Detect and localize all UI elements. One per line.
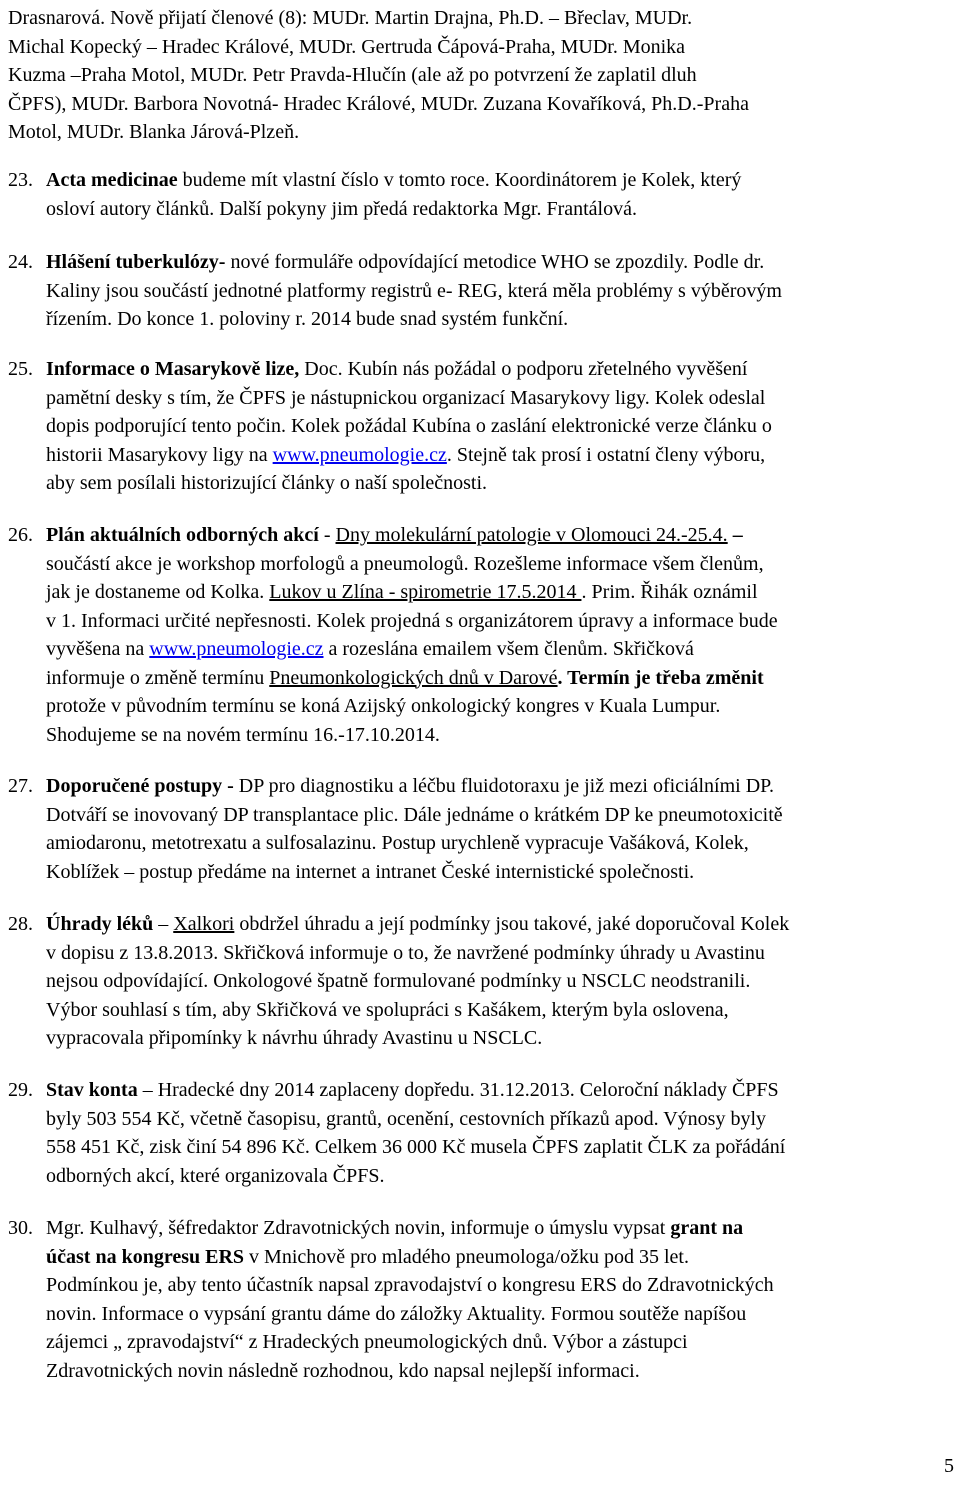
text-line: Dotváří se inovovaný DP transplantace plic. Dále jednáme o krátkém DP ke pneumotoxicitě xyxy=(46,803,783,826)
text-line: Shodujeme se na novém termínu 16.-17.10.2014. xyxy=(46,723,440,746)
pneumologie-link[interactable]: www.pneumologie.cz xyxy=(272,443,447,466)
text-segment: . Prim. Řihák oznámil xyxy=(581,581,758,603)
text-segment: historii Masarykovy ligy na xyxy=(46,443,273,466)
text-line: pamětní desky s tím, že ČPFS je nástupnickou organizací Masarykovy ligy. Kolek odeslal xyxy=(46,386,766,409)
text-line: amiodaronu, metotrexatu a sulfosalazinu. Postup urychleně vypracuje Vašáková, Kolek, xyxy=(46,832,749,854)
text-segment: – xyxy=(727,524,743,546)
text-line: zájemci „ zpravodajství“ z Hradeckých pneumologických dnů. Výbor a zástupci xyxy=(46,1331,688,1353)
item-number: 29. xyxy=(8,1079,33,1101)
text-line: Podmínkou je, aby tento účastník napsal zpravodajství o kongresu ERS do Zdravotnických xyxy=(46,1274,774,1296)
item-number: 28. xyxy=(8,913,33,935)
text-line: odborných akcí, které organizovala ČPFS. xyxy=(46,1164,385,1187)
text-line: v dopisu z 13.8.2013. Skřičková informuje o to, že navržené podmínky úhrady u Avastinu xyxy=(46,941,765,964)
text-segment: - xyxy=(318,524,336,546)
event-lukov: Lukov u Zlína - spirometrie 17.5.2014 xyxy=(269,581,582,603)
text-line: Drasnarová. Nově přijatí členové (8): MUDr. Martin Drajna, Ph.D. – Břeclav, MUDr. xyxy=(8,7,693,29)
text-line: byly 503 554 Kč, včetně časopisu, grantů, ocenění, cestovních příkazů apod. Výnosy byly xyxy=(46,1107,767,1130)
item-number: 27. xyxy=(8,775,33,797)
text-line: vypracovala připomínky k návrhu úhrady Avastinu u NSCLC. xyxy=(46,1027,543,1049)
text-segment: – Hradecké dny 2014 zaplaceny dopředu. 31.12.2013. Celoroční náklady ČPFS xyxy=(137,1079,779,1101)
text-line: ČPFS), MUDr. Barbora Novotná- Hradec Králové, MUDr. Zuzana Kovaříková, Ph.D.-Praha xyxy=(8,92,749,115)
text-line: protože v původním termínu se koná Azijský onkologický kongres v Kuala Lumpur. xyxy=(46,695,721,717)
text-line: Motol, MUDr. Blanka Járová-Plzeň. xyxy=(8,121,300,143)
text-line: řízením. Do konce 1. poloviny r. 2014 bude snad systém funkční. xyxy=(46,308,569,330)
text-segment: nové formuláře odpovídající metodice WHO se zpozdily. Podle dr. xyxy=(225,251,765,273)
text-segment: obdržel úhradu a její podmínky jsou takové, jaké doporučoval Kolek xyxy=(234,913,790,935)
text-line: Koblížek – postup předáme na internet a intranet České internistické společnosti. xyxy=(46,860,695,883)
drug-xalkori: Xalkori xyxy=(173,913,235,935)
item-heading: Acta medicinae xyxy=(46,169,178,191)
text-segment-bold: účast na kongresu ERS xyxy=(46,1245,245,1268)
text-segment: a rozeslána emailem všem členům. Skřičková xyxy=(323,638,694,660)
item-heading: Doporučené postupy - xyxy=(46,775,234,797)
item-number: 30. xyxy=(8,1217,33,1239)
item-heading: Úhrady léků xyxy=(46,913,154,935)
text-segment: informuje o změně termínu xyxy=(46,666,270,689)
text-line: Zdravotnických novin následně rozhodnou, kdo napsal nejlepší informaci. xyxy=(46,1359,640,1382)
item-number: 24. xyxy=(8,251,33,273)
text-line: osloví autory článků. Další pokyny jim předá redaktorka Mgr. Frantálová. xyxy=(46,197,637,220)
item-heading: Plán aktuálních odborných akcí xyxy=(46,524,319,546)
text-segment: v Mnichově pro mladého pneumologa/ožku pod 35 let. xyxy=(244,1245,689,1268)
text-segment-bold: grant na xyxy=(670,1217,744,1239)
text-segment: jak je dostaneme od Kolka. xyxy=(46,581,270,603)
pneumologie-link[interactable]: www.pneumologie.cz xyxy=(149,638,324,660)
text-segment: budeme mít vlastní číslo v tomto roce. Koordinátorem je Kolek, který xyxy=(177,169,742,191)
text-line: nejsou odpovídající. Onkologové špatně formulované podmínky u NSCLC neodstranili. xyxy=(46,970,751,992)
text-line: 558 451 Kč, zisk činí 54 896 Kč. Celkem 36 000 Kč musela ČPFS zaplatit ČLK za pořádání xyxy=(46,1136,786,1158)
text-line: novin. Informace o vypsání grantu dáme do záložky Aktuality. Formou soutěže napíšou xyxy=(46,1302,747,1325)
event-darova: Pneumonkologických dnů v Darové xyxy=(269,666,558,689)
text-segment: Doc. Kubín nás požádal o podporu zřetelného vyvěšení xyxy=(299,358,748,380)
text-line: v 1. Informaci určité nepřesnosti. Kolek projedná s organizátorem úpravy a informace bude xyxy=(46,609,778,632)
page-number: 5 xyxy=(944,1455,954,1477)
item-heading: Informace o Masarykově lize, xyxy=(46,358,300,380)
text-line: součástí akce je workshop morfologů a pneumologů. Rozešleme informace všem členům, xyxy=(46,552,764,575)
text-line: dopis podporující tento počin. Kolek požádal Kubína o zaslání elektronické verze článku o xyxy=(46,415,772,437)
new-members-paragraph xyxy=(8,4,956,147)
text-line: Michal Kopecký – Hradec Králové, MUDr. Gertruda Čápová-Praha, MUDr. Monika xyxy=(8,35,686,58)
text-line: Kuzma –Praha Motol, MUDr. Petr Pravda-Hlučín (ale až po potvrzení že zaplatil dluh xyxy=(8,64,697,86)
text-segment: . Stejně tak prosí i ostatní členy výboru, xyxy=(446,443,766,466)
item-number: 23. xyxy=(8,169,33,191)
item-number: 25. xyxy=(8,358,33,380)
text-line: aby sem posílali historizující články o naší společnosti. xyxy=(46,472,488,494)
text-segment: Mgr. Kulhavý, šéfredaktor Zdravotnických novin, informuje o úmyslu vypsat xyxy=(46,1217,671,1239)
text-segment: . Termín je třeba změnit xyxy=(557,666,764,689)
text-line: Výbor souhlasí s tím, aby Skřičková ve spolupráci s Kašákem, kterým byla oslovena, xyxy=(46,998,729,1021)
item-heading: Stav konta xyxy=(46,1079,138,1101)
event-olomouc: Dny molekulární patologie v Olomouci 24.-25.4. xyxy=(335,524,728,546)
text-line: Kaliny jsou součástí jednotné platformy registrů e- REG, která měla problémy s výběrovým xyxy=(46,279,782,302)
item-number: 26. xyxy=(8,524,33,546)
text-segment: – xyxy=(153,913,174,935)
text-segment: vyvěšena na xyxy=(46,638,150,660)
item-heading: Hlášení tuberkulózy- xyxy=(46,251,226,273)
text-segment: DP pro diagnostiku a léčbu fluidotoraxu je již mezi oficiálními DP. xyxy=(233,775,775,797)
